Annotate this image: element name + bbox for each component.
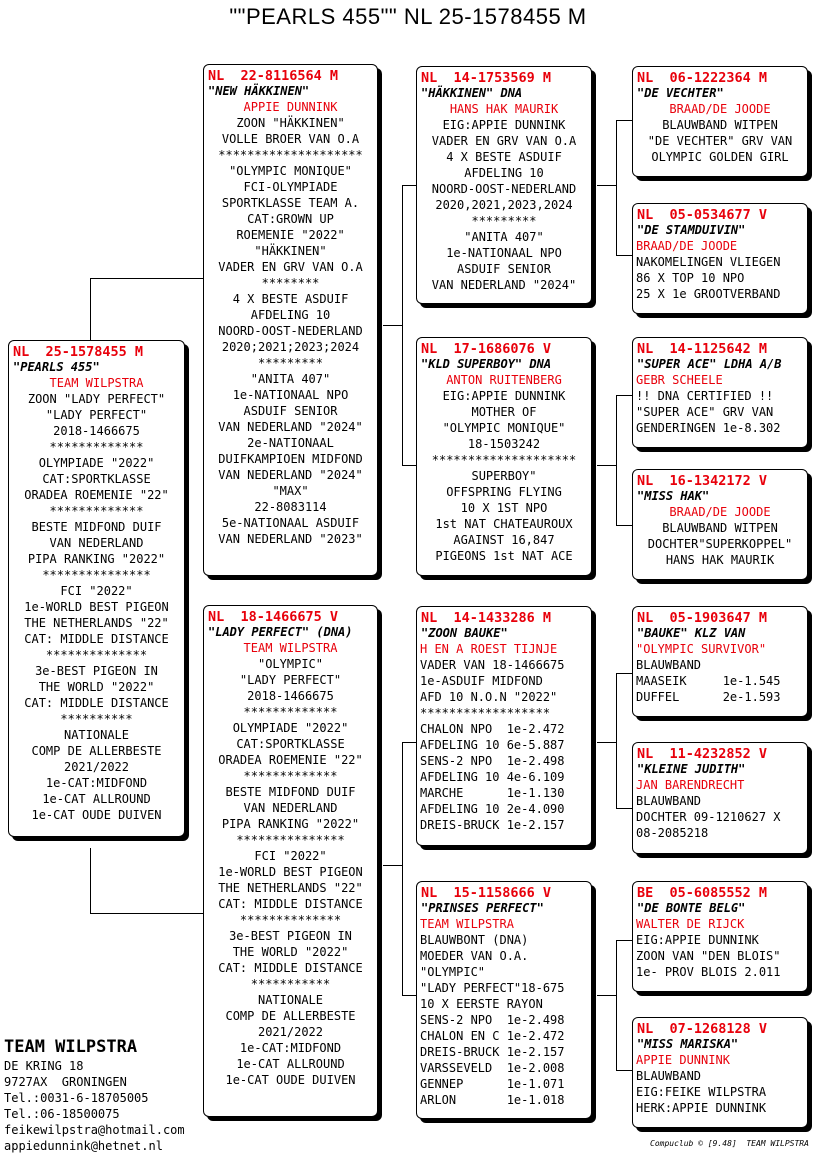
pigeon-name: "MISS HAK" (637, 489, 710, 503)
connector-line (597, 742, 616, 743)
pedigree-note-line: ************* (49, 440, 144, 454)
pedigree-note-line: FCI "2022" (60, 584, 133, 598)
pedigree-note-line: 25 X 1e GROOTVERBAND (636, 287, 781, 301)
pedigree-note-line: ******************** (218, 148, 363, 162)
pedigree-note-line: ********* (471, 214, 537, 228)
dam-dam-sire-card (632, 881, 808, 992)
connector-line (90, 913, 204, 914)
connector-line (616, 120, 617, 255)
breeder-name: H EN A ROEST TIJNJE (420, 642, 558, 656)
pedigree-note-line: "OLYMPIC MONIQUE" (442, 421, 566, 435)
pedigree-note-line: 10 X EERSTE RAYON (420, 997, 543, 1011)
page-title: ""PEARLS 455"" NL 25-1578455 M (229, 4, 587, 29)
pedigree-note-line: !! DNA CERTIFIED !! (636, 389, 774, 403)
breeder-name: JAN BARENDRECHT (636, 778, 745, 792)
pedigree-note-line: 1e-NATIONAAL NPO (446, 246, 562, 260)
pedigree-note-line: CAT:SPORTKLASSE (236, 737, 345, 751)
pedigree-note-line: PIPA RANKING "2022" (221, 817, 360, 831)
ring-number: NL 05-1903647 M (637, 610, 768, 626)
pedigree-note-line: 3e-BEST PIGEON IN (229, 929, 352, 943)
pedigree-note-line: ZOON "HÄKKINEN" (236, 116, 345, 130)
connector-line (616, 940, 617, 1070)
ring-number: NL 05-0534677 V (637, 207, 768, 223)
pedigree-note-line: BLAUWBAND WITPEN (662, 521, 778, 535)
connector-line (616, 940, 632, 941)
pedigree-note-line: AGAINST 16,847 (453, 533, 555, 547)
breeder-name: APPIE DUNNINK (636, 1053, 730, 1067)
pedigree-note-line: VAN NEDERLAND "2024" (218, 468, 363, 482)
pedigree-note-line: BLAUWBAND WITPEN (662, 118, 778, 132)
pedigree-note-line: AFDELING 10 (250, 308, 331, 322)
connector-line (402, 995, 417, 996)
pigeon-name: "BAUKE" KLZ VAN (637, 626, 746, 640)
pedigree-note-line: ORADEA ROEMENIE "22" (24, 488, 169, 502)
pedigree-note-line: ********* (257, 356, 324, 370)
connector-line (90, 278, 204, 279)
pedigree-note-line: OFFSPRING FLYING (446, 485, 562, 499)
pedigree-note-line: VARSSEVELD 1e-2.008 (420, 1061, 565, 1075)
pedigree-note-line: "MAX" (272, 484, 309, 498)
pedigree-note-line: HERK:APPIE DUNNINK (636, 1101, 767, 1115)
breeder-name: "OLYMPIC SURVIVOR" (636, 642, 767, 656)
pedigree-note-line: *************** (42, 568, 151, 582)
pedigree-note-line: SENS-2 NPO 1e-2.498 (420, 1013, 565, 1027)
pedigree-note-line: "DE VECHTER" GRV VAN (647, 134, 793, 148)
pedigree-note-line: BLAUWBAND (636, 658, 702, 672)
owner-address: DE KRING 18 (4, 1059, 84, 1073)
pedigree-note-line: ASDUIF SENIOR (243, 404, 338, 418)
pedigree-note-line: AFDELING 10 2e-4.090 (420, 802, 565, 816)
pedigree-note-line: ************* (243, 705, 338, 719)
pedigree-note-line: "OLYMPIC" (257, 657, 324, 671)
pedigree-note-line: NAKOMELINGEN VLIEGEN (636, 255, 781, 269)
pedigree-note-line: GENDERINGEN 1e-8.302 (636, 421, 781, 435)
pigeon-name: "NEW HÄKKINEN" (208, 84, 310, 98)
pedigree-note-line: 1e-CAT:MIDFOND (45, 776, 148, 790)
dam-card (203, 605, 378, 1117)
pigeon-name: "DE STAMDUIVIN" (637, 223, 746, 237)
breeder-name: ANTON RUITENBERG (446, 373, 562, 387)
pedigree-note-line: 1e-CAT OUDE DUIVEN (31, 808, 162, 822)
pedigree-note-line: GENNEP 1e-1.071 (420, 1077, 565, 1091)
pedigree-note-line: MOTHER OF (471, 405, 537, 419)
pedigree-note-line: ********** (60, 712, 133, 726)
pedigree-note-line: *********** (250, 977, 331, 991)
pedigree-note-line: BESTE MIDFOND DUIF (31, 520, 162, 534)
owner-contact-block (4, 1036, 185, 1154)
pedigree-note-line: EIG:FEIKE WILPSTRA (636, 1085, 767, 1099)
pedigree-note-line: 2018-1466675 (53, 424, 140, 438)
pedigree-note-line: ZOON "LADY PERFECT" (27, 392, 166, 406)
ring-number: NL 06-1222364 M (637, 70, 768, 86)
pedigree-note-line: MOEDER VAN O.A. (420, 949, 529, 963)
pedigree-note-line: 10 X 1ST NPO (460, 501, 548, 515)
owner-city: 9727AX GRONINGEN (4, 1075, 127, 1089)
breeder-name: BRAAD/DE JOODE (669, 102, 771, 116)
pedigree-note-line: "LADY PERFECT"18-675 (420, 981, 565, 995)
pedigree-note-line: OLYMPIADE "2022" (232, 721, 349, 735)
sire-dam-dam-card (632, 469, 808, 580)
ring-number: NL 11-4232852 V (637, 746, 768, 762)
pedigree-note-line: THE WORLD "2022" (232, 945, 349, 959)
ring-number: NL 14-1125642 M (637, 341, 768, 357)
connector-line (402, 742, 403, 995)
connector-line (616, 673, 617, 808)
connector-line (383, 865, 402, 866)
pedigree-note-line: CAT: MIDDLE DISTANCE (218, 897, 363, 911)
pedigree-note-line: FCI "2022" (254, 849, 327, 863)
pedigree-note-line: NATIONALE (257, 993, 324, 1007)
pedigree-note-line: CAT: MIDDLE DISTANCE (24, 696, 169, 710)
connector-line (402, 465, 417, 466)
pedigree-note-line: VOLLE BROER VAN O.A (221, 132, 360, 146)
connector-line (90, 278, 91, 341)
connector-line (402, 185, 403, 465)
pedigree-note-line: CAT: MIDDLE DISTANCE (218, 961, 363, 975)
ring-number: NL 14-1753569 M (421, 70, 552, 86)
subject-pigeon-card (8, 340, 185, 837)
pedigree-note-line: 1e-NATIONAAL NPO (232, 388, 349, 402)
pedigree-note-line: EIG:APPIE DUNNINK (636, 933, 759, 947)
pedigree-note-line: ************* (243, 769, 338, 783)
breeder-name: GEBR SCHEELE (636, 373, 723, 387)
pedigree-note-line: HANS HAK MAURIK (665, 553, 775, 567)
pedigree-note-line: VAN NEDERLAND "2023" (218, 532, 363, 546)
pedigree-note-line: VAN NEDERLAND "2024" (218, 420, 363, 434)
pedigree-note-line: 86 X TOP 10 NPO (636, 271, 745, 285)
pigeon-name: "DE VECHTER" (637, 86, 724, 100)
pigeon-name: "KLEINE JUDITH" (637, 762, 746, 776)
pedigree-note-line: VADER EN GRV VAN O.A (218, 260, 363, 274)
pedigree-note-line: OLYMPIC GOLDEN GIRL (651, 150, 789, 164)
pedigree-note-line: 2021/2022 (63, 760, 130, 774)
pedigree-note-line: "LADY PERFECT" (45, 408, 148, 422)
pedigree-note-line: VAN NEDERLAND (243, 801, 338, 815)
breeder-name: BRAAD/DE JOODE (636, 239, 738, 253)
dam-sire-dam-card (632, 742, 808, 854)
pedigree-note-line: AFDELING 10 (464, 166, 544, 180)
pedigree-note-line: ORADEA ROEMENIE "22" (218, 753, 363, 767)
pedigree-note-line: VAN NEDERLAND (49, 536, 144, 550)
dam-dam-dam-card (632, 1017, 808, 1128)
pedigree-note-line: EIG:APPIE DUNNINK (442, 389, 566, 403)
pedigree-note-line: 4 X BESTE ASDUIF (446, 150, 562, 164)
pedigree-note-line: MAASEIK 1e-1.545 (636, 674, 781, 688)
pedigree-note-line: BLAUWBONT (DNA) (420, 933, 529, 947)
pedigree-note-line: 1e- PROV BLOIS 2.011 (636, 965, 781, 979)
pedigree-note-line: 2021/2022 (257, 1025, 324, 1039)
pedigree-note-line: PIGEONS 1st NAT ACE (435, 549, 573, 563)
pedigree-note-line: 1e-WORLD BEST PIGEON (24, 600, 169, 614)
pigeon-name: "MISS MARISKA" (637, 1037, 739, 1051)
pedigree-note-line: "OLYMPIC" (420, 965, 486, 979)
sire-dam-sire-card (632, 337, 808, 448)
pigeon-name: "DE BONTE BELG" (637, 901, 746, 915)
pedigree-note-line: CHALON NPO 1e-2.472 (420, 722, 565, 736)
pedigree-note-line: CHALON EN C 1e-2.472 (420, 1029, 565, 1043)
pedigree-note-line: AFD 10 N.O.N "2022" (420, 690, 558, 704)
ring-number: NL 16-1342172 V (637, 473, 768, 489)
owner-phone-1: Tel.:0031-6-18705005 (4, 1091, 149, 1105)
pedigree-note-line: NATIONALE (63, 728, 130, 742)
connector-line (616, 395, 632, 396)
owner-email-2: appiedunnink@hetnet.nl (4, 1139, 163, 1153)
ring-number: NL 14-1433286 M (421, 610, 552, 626)
connector-line (616, 120, 632, 121)
pedigree-note-line: DREIS-BRUCK 1e-2.157 (420, 818, 565, 832)
pedigree-note-line: DUFFEL 2e-1.593 (636, 690, 781, 704)
pedigree-note-line: CAT:SPORTKLASSE (42, 472, 151, 486)
breeder-name: APPIE DUNNINK (243, 100, 338, 114)
dam-sire-sire-card (632, 606, 808, 717)
connector-line (383, 325, 402, 326)
pedigree-note-line: SUPERBOY" (471, 469, 537, 483)
connector-line (402, 185, 417, 186)
owner-email-1: feikewilpstra@hotmail.com (4, 1123, 185, 1137)
pedigree-note-line: 4 X BESTE ASDUIF (232, 292, 349, 306)
pedigree-note-line: DOCHTER 09-1210627 X (636, 810, 781, 824)
pedigree-note-line: "SUPER ACE" GRV VAN (636, 405, 774, 419)
connector-line (616, 673, 632, 674)
connector-line (597, 185, 616, 186)
pedigree-note-line: ******************** (431, 453, 577, 467)
pigeon-name: "HÄKKINEN" DNA (421, 86, 523, 100)
pedigree-note-line: 08-2085218 (636, 826, 709, 840)
sire-sire-sire-card (632, 66, 808, 177)
pedigree-note-line: NOORD-OOST-NEDERLAND (218, 324, 363, 338)
breeder-name: TEAM WILPSTRA (420, 917, 514, 931)
pedigree-note-line: 1e-CAT:MIDFOND (239, 1041, 342, 1055)
pedigree-note-line: SPORTKLASSE TEAM A. (221, 196, 360, 210)
pigeon-name: "PEARLS 455" (13, 360, 100, 374)
breeder-name: TEAM WILPSTRA (49, 376, 144, 390)
sire-sire-dam-card (632, 203, 808, 314)
pedigree-note-line: 3e-BEST PIGEON IN (35, 664, 158, 678)
ring-number: BE 05-6085552 M (637, 885, 768, 901)
pedigree-note-line: VAN NEDERLAND "2024" (431, 278, 577, 292)
sire-dam-card (416, 337, 592, 576)
ring-number: NL 25-1578455 M (13, 344, 144, 360)
pedigree-note-line: "OLYMPIC MONIQUE" (229, 164, 352, 178)
pedigree-note-line: "LADY PERFECT" (239, 673, 342, 687)
owner-name: TEAM WILPSTRA (4, 1037, 138, 1057)
pedigree-note-line: DOCHTER"SUPERKOPPEL" (647, 537, 793, 551)
pedigree-note-line: 2020;2021;2023;2024 (221, 340, 360, 354)
pigeon-name: "KLD SUPERBOY" DNA (421, 357, 552, 371)
connector-line (597, 995, 616, 996)
pedigree-note-line: ************* (49, 504, 144, 518)
pedigree-note-line: "HÄKKINEN" (254, 244, 327, 258)
pedigree-note-line: VADER EN GRV VAN O.A (431, 134, 577, 148)
ring-number: NL 22-8116564 M (208, 68, 339, 84)
ring-number: NL 18-1466675 V (208, 609, 339, 625)
pedigree-note-line: 1e-CAT OUDE DUIVEN (225, 1073, 356, 1087)
pedigree-note-line: PIPA RANKING "2022" (27, 552, 166, 566)
breeder-name: TEAM WILPSTRA (243, 641, 338, 655)
pedigree-note-line: VADER VAN 18-1466675 (420, 658, 565, 672)
pedigree-note-line: 22-8083114 (254, 500, 327, 514)
connector-line (616, 395, 617, 525)
pedigree-note-line: DREIS-BRUCK 1e-2.157 (420, 1045, 565, 1059)
pigeon-name: "SUPER ACE" LDHA A/B (637, 357, 782, 371)
pedigree-note-line: FCI-OLYMPIADE (243, 180, 338, 194)
pedigree-note-line: ARLON 1e-1.018 (420, 1093, 565, 1107)
dam-sire-card (416, 606, 592, 846)
pedigree-note-line: 2020,2021,2023,2024 (435, 198, 573, 212)
pedigree-note-line: ROEMENIE "2022" (236, 228, 345, 242)
pedigree-note-line: 5e-NATIONAAL ASDUIF (221, 516, 360, 530)
pedigree-note-line: THE WORLD "2022" (38, 680, 155, 694)
pedigree-note-line: ****************** (420, 706, 551, 720)
pedigree-note-line: 1e-CAT ALLROUND (236, 1057, 345, 1071)
pedigree-note-line: ************** (45, 648, 148, 662)
pedigree-note-line: BLAUWBAND (636, 794, 702, 808)
pedigree-note-line: BESTE MIDFOND DUIF (225, 785, 356, 799)
connector-line (616, 255, 632, 256)
pedigree-note-line: 1st NAT CHATEAUROUX (435, 517, 573, 531)
sire-sire-card (416, 66, 592, 304)
pedigree-note-line: *************** (236, 833, 345, 847)
pedigree-note-line: EIG:APPIE DUNNINK (442, 118, 566, 132)
software-footer: Compuclub © [9.48] TEAM WILPSTRA (650, 1139, 809, 1148)
pedigree-note-line: THE NETHERLANDS "22" (218, 881, 363, 895)
ring-number: NL 17-1686076 V (421, 341, 552, 357)
pedigree-note-line: COMP DE ALLERBESTE (31, 744, 162, 758)
connector-line (616, 808, 632, 809)
pedigree-note-line: AFDELING 10 4e-6.109 (420, 770, 565, 784)
pedigree-note-line: AFDELING 10 6e-5.887 (420, 738, 565, 752)
pedigree-note-line: 18-1503242 (467, 437, 541, 451)
pedigree-note-line: ASDUIF SENIOR (457, 262, 551, 276)
pedigree-note-line: COMP DE ALLERBESTE (225, 1009, 356, 1023)
connector-line (402, 742, 417, 743)
pedigree-note-line: 2e-NATIONAAL (247, 436, 334, 450)
pedigree-note-line: ************** (239, 913, 342, 927)
owner-phone-2: Tel.:06-18500075 (4, 1107, 120, 1121)
ring-number: NL 15-1158666 V (421, 885, 552, 901)
pigeon-name: "PRINSES PERFECT" (421, 901, 544, 915)
pedigree-note-line: "ANITA 407" (464, 230, 544, 244)
ring-number: NL 07-1268128 V (637, 1021, 768, 1037)
pedigree-note-line: ******** (261, 276, 320, 290)
sire-card (203, 64, 378, 576)
pedigree-note-line: 1e-WORLD BEST PIGEON (218, 865, 363, 879)
connector-line (597, 465, 616, 466)
pedigree-note-line: OLYMPIADE "2022" (38, 456, 155, 470)
pedigree-note-line: NOORD-OOST-NEDERLAND (431, 182, 577, 196)
pedigree-note-line: CAT:GROWN UP (247, 212, 334, 226)
connector-line (90, 848, 91, 913)
pedigree-note-line: 2018-1466675 (247, 689, 334, 703)
breeder-name: WALTER DE RIJCK (636, 917, 745, 931)
pedigree-note-line: SENS-2 NPO 1e-2.498 (420, 754, 565, 768)
pedigree-note-line: THE NETHERLANDS "22" (24, 616, 169, 630)
pedigree-note-line: 1e-ASDUIF MIDFOND (420, 674, 543, 688)
pedigree-note-line: DUIFKAMPIOEN MIDFOND (218, 452, 363, 466)
pedigree-note-line: "ANITA 407" (250, 372, 331, 386)
pigeon-name: "LADY PERFECT" (DNA) (208, 625, 353, 639)
pedigree-note-line: ZOON VAN "DEN BLOIS" (636, 949, 781, 963)
breeder-name: BRAAD/DE JOODE (669, 505, 771, 519)
breeder-name: HANS HAK MAURIK (449, 102, 559, 116)
connector-line (616, 525, 632, 526)
pedigree-note-line: CAT: MIDDLE DISTANCE (24, 632, 169, 646)
pedigree-note-line: MARCHE 1e-1.130 (420, 786, 565, 800)
pedigree-note-line: 1e-CAT ALLROUND (42, 792, 151, 806)
pedigree-note-line: BLAUWBAND (636, 1069, 702, 1083)
pigeon-name: "ZOON BAUKE" (421, 626, 508, 640)
connector-line (616, 1070, 632, 1071)
dam-dam-card (416, 881, 592, 1119)
